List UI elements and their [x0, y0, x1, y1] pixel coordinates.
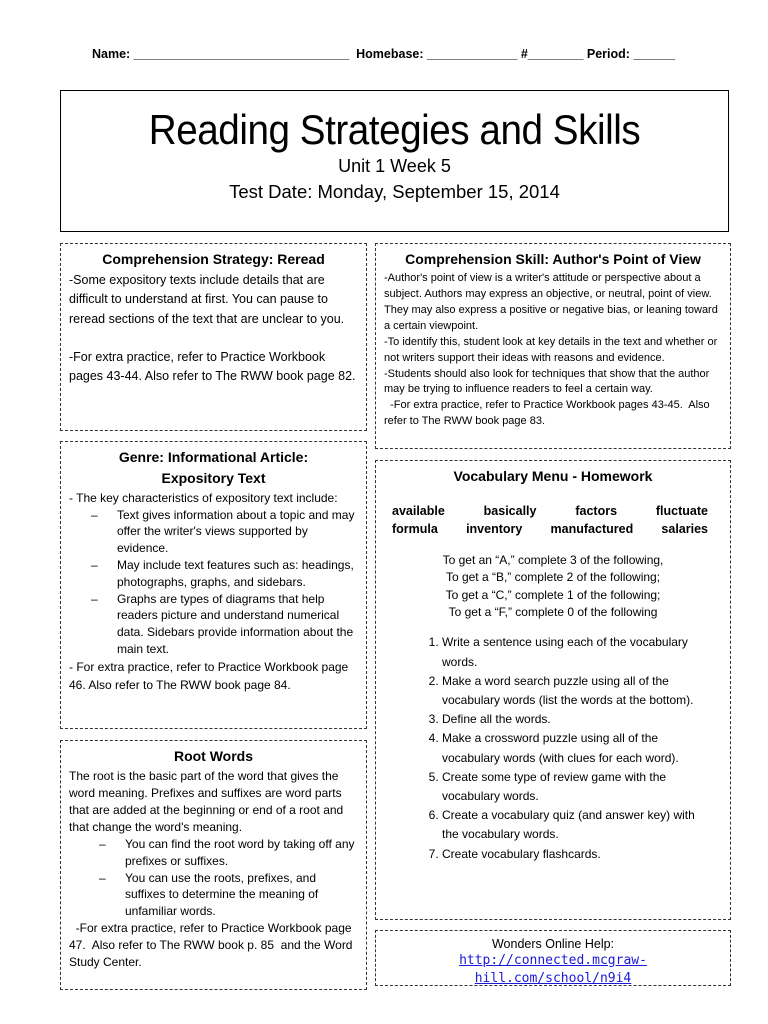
test-date: Test Date: Monday, September 15, 2014 — [229, 181, 560, 202]
vocab-row-2 — [384, 522, 722, 536]
skill-heading: Comprehension Skill: Author's Point of View — [405, 251, 701, 267]
skill-techniques: -Students should also look for techniques that show that the author may be trying to influence readers to feel a certain way. — [384, 367, 710, 396]
list-item: 6. Create a vocabulary quiz (and answer key) with the vocabulary words. — [442, 806, 710, 844]
root-words-box — [60, 740, 367, 990]
strategy-box — [60, 243, 367, 431]
list-item: – You can find the root word by taking off any prefixes or suffixes. — [125, 836, 358, 870]
vocab-word: formula — [392, 521, 438, 536]
unit-week: Unit 1 Week 5 — [338, 156, 451, 176]
grading-scale — [384, 552, 722, 622]
grade-line: To get a “B,” complete 2 of the following; — [445, 570, 661, 585]
grade-line: To get a “F,” complete 0 of the following — [448, 605, 658, 620]
strategy-heading: Comprehension Strategy: Reread — [102, 251, 325, 267]
genre-heading: Genre: Informational Article: — [118, 449, 309, 465]
page-title: Reading Strategies and Skills — [148, 106, 641, 153]
skill-box — [375, 243, 731, 449]
grade-line: To get an “A,” complete 3 of the following, — [442, 552, 664, 567]
root-list — [69, 836, 358, 920]
vocab-word: inventory — [466, 521, 523, 536]
root-intro: The root is the basic part of the word that gives the word meaning. Prefixes and suffixes are word parts that are added at the beginning or end of a root and that change the word's meaning. — [69, 768, 344, 834]
online-help-link[interactable]: http://connected.mcgraw-hill.com/school/n9i4 — [459, 953, 647, 986]
vocab-word: salaries — [661, 521, 708, 536]
list-item: 4. Make a crossword puzzle using all of the vocabulary words (with clues for each word). — [442, 729, 710, 767]
root-heading: Root Words — [173, 748, 254, 764]
skill-identify: -To identify this, student look at key details in the text and whether or not writers support their ideas with reasons and evidence. — [384, 335, 718, 364]
homework-task-list — [384, 633, 722, 863]
vocab-word: fluctuate — [655, 503, 708, 518]
list-item: – Graphs are types of diagrams that help readers picture and understand numerical data. Sidebars provide information about the main text. — [117, 591, 358, 658]
vocab-word: basically — [483, 503, 537, 518]
title-block — [60, 90, 729, 232]
genre-subheading: Expository Text — [161, 469, 266, 486]
genre-practice: - For extra practice, refer to Practice Workbook page 46. Also refer to The RWW book page 84. — [69, 659, 349, 692]
root-practice: -For extra practice, refer to Practice Workbook page 47. Also refer to The RWW book p. 85 and the Word Study Center. — [69, 921, 356, 970]
grade-line: To get a “C,” complete 1 of the following; — [445, 587, 661, 602]
list-item: 2. Make a word search puzzle using all of the vocabulary words (list the words at the bottom). — [442, 672, 710, 710]
strategy-practice: -For extra practice, refer to Practice Workbook pages 43-44. Also refer to The RWW book page 82. — [69, 350, 356, 384]
list-item: 5. Create some type of review game with the vocabulary words. — [442, 768, 710, 806]
list-item: – May include text features such as: headings, photographs, graphs, and sidebars. — [117, 557, 358, 591]
skill-definition: -Author's point of view is a writer's attitude or perspective about a subject. Authors may express an objective, or neutral, point of view. They may also express a positive or negative bias, or leaning toward a certain viewpoint. — [384, 271, 718, 332]
vocab-heading: Vocabulary Menu - Homework — [453, 468, 653, 484]
student-info-line: Name: _______________________________ Homebase: _____________ #________ Period: ______ — [92, 47, 676, 61]
vocab-word: manufactured — [550, 521, 634, 536]
online-help-heading: Wonders Online Help: — [491, 937, 615, 951]
vocabulary-box — [375, 460, 731, 920]
vocab-word: available — [392, 503, 445, 518]
vocab-row-1 — [384, 504, 722, 518]
genre-list — [69, 507, 358, 658]
strategy-text: -Some expository texts include details that are difficult to understand at first. You can pause to reread sections of the text that are unclear to you. — [69, 272, 345, 326]
list-item: 3. Define all the words. — [442, 710, 710, 729]
skill-practice: -For extra practice, refer to Practice Workbook pages 43-45. Also refer to The RWW book page 83. — [384, 399, 713, 428]
genre-intro: - The key characteristics of expository text include: — [69, 490, 338, 505]
list-item: – You can use the roots, prefixes, and suffixes to determine the meaning of unfamiliar words. — [125, 870, 358, 920]
list-item: 7. Create vocabulary flashcards. — [442, 845, 710, 864]
list-item: 1. Write a sentence using each of the vocabulary words. — [442, 633, 710, 671]
genre-box — [60, 441, 367, 729]
online-help-box — [375, 930, 731, 986]
list-item: – Text gives information about a topic and may offer the writer's views supported by evidence. — [117, 507, 358, 557]
vocab-word: factors — [575, 503, 618, 518]
